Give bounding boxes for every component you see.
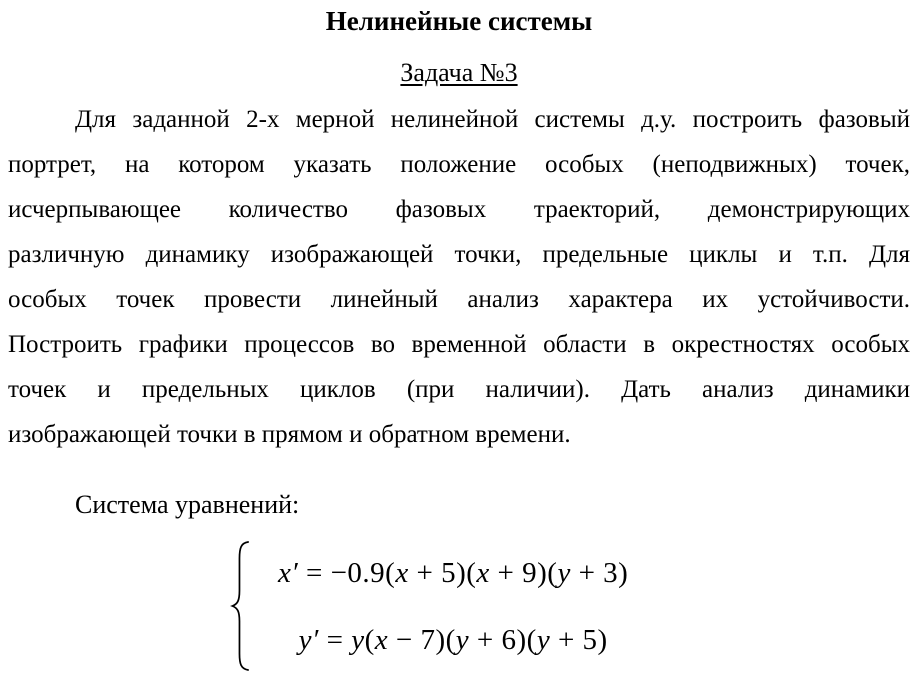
doc-subtitle-text: Задача №3 xyxy=(400,58,518,87)
equation-column xyxy=(278,556,628,657)
equation-line-x: x′ = −0.9(x + 5)(x + 9)(y + 3) xyxy=(278,556,629,589)
doc-title: Нелинейные системы xyxy=(325,6,593,36)
paragraph-line: исчерпывающее количество фазовых траекторий, демонстрирующих xyxy=(8,196,910,223)
paragraph-line: различную динамику изображающей точки, предельные циклы и т.п. Для xyxy=(8,241,910,268)
paragraph-line: изображающей точки в прямом и обратном времени. xyxy=(8,421,571,448)
paragraph-line: особых точек провести линейный анализ характера их устойчивости. xyxy=(8,286,910,313)
paragraph-line: точек и предельных циклов (при наличии). Дать анализ динамики xyxy=(8,376,910,403)
doc-subtitle xyxy=(8,58,910,88)
paragraph-line: Для заданной 2-х мерной нелинейной системы д.у. построить фазовый xyxy=(75,106,910,133)
left-curly-brace-icon xyxy=(230,540,252,672)
task-paragraph xyxy=(8,97,910,457)
paragraph-line: портрет, на котором указать положение особых (неподвижных) точек, xyxy=(8,151,910,178)
equation-line-y: y′ = y(x − 7)(y + 6)(y + 5) xyxy=(298,623,608,656)
paragraph-line: Построить графики процессов во временной области в окрестностях особых xyxy=(8,331,910,358)
equations-label: Система уравнений: xyxy=(75,490,300,519)
equation-system xyxy=(230,540,910,672)
